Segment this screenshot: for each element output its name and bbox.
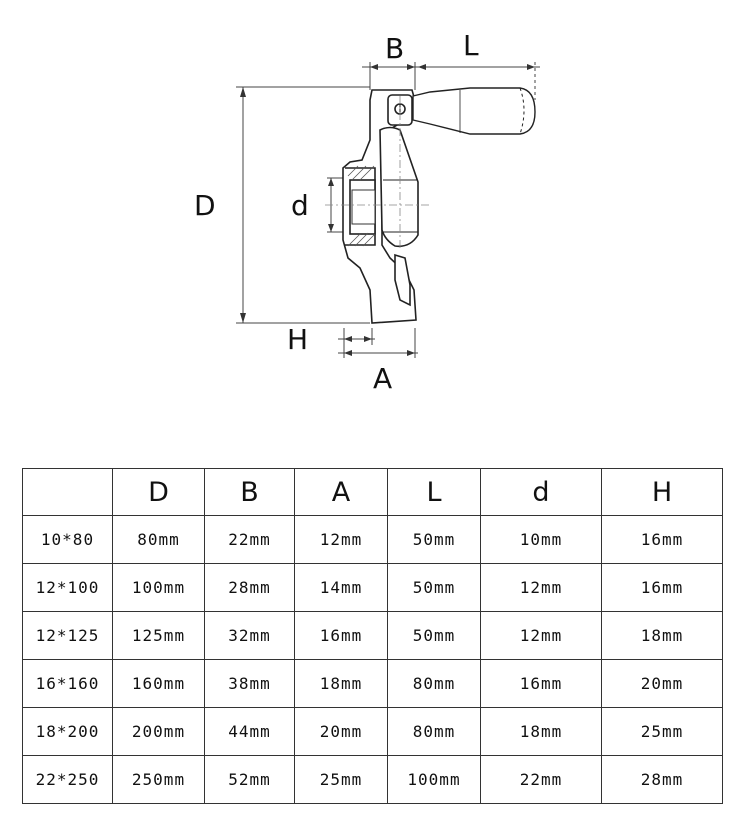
label-B: B	[385, 32, 405, 65]
table-row	[23, 660, 723, 708]
table-row	[23, 564, 723, 612]
table-cell: 100mm	[388, 756, 481, 804]
header-cell	[23, 469, 113, 516]
table-cell: 28mm	[205, 564, 295, 612]
table-cell: 18mm	[602, 612, 723, 660]
table-cell: 12*125	[23, 612, 113, 660]
table-row	[23, 756, 723, 804]
handwheel-body	[343, 90, 418, 323]
table-cell: 125mm	[113, 612, 205, 660]
table-header-row	[23, 469, 723, 516]
table-cell: 14mm	[295, 564, 388, 612]
table-cell: 250mm	[113, 756, 205, 804]
table-cell: 20mm	[602, 660, 723, 708]
table-row	[23, 516, 723, 564]
table-cell: 10*80	[23, 516, 113, 564]
table-cell: 12*100	[23, 564, 113, 612]
table-cell: 80mm	[388, 708, 481, 756]
table-cell: 80mm	[113, 516, 205, 564]
table-row	[23, 708, 723, 756]
table-cell: 50mm	[388, 564, 481, 612]
header-cell: B	[205, 469, 295, 516]
spec-table	[22, 468, 723, 804]
table-cell: 10mm	[481, 516, 602, 564]
table-cell: 80mm	[388, 660, 481, 708]
table-cell: 18mm	[481, 708, 602, 756]
label-L: L	[463, 29, 479, 62]
table-cell: 12mm	[481, 612, 602, 660]
table-cell: 44mm	[205, 708, 295, 756]
table-cell: 25mm	[602, 708, 723, 756]
table-cell: 20mm	[295, 708, 388, 756]
table-cell: 38mm	[205, 660, 295, 708]
table-cell: 12mm	[295, 516, 388, 564]
header-cell: D	[113, 469, 205, 516]
table-cell: 18mm	[295, 660, 388, 708]
label-A: A	[373, 362, 393, 395]
label-d: d	[291, 189, 309, 222]
table-cell: 100mm	[113, 564, 205, 612]
table-cell: 22mm	[205, 516, 295, 564]
table-cell: 50mm	[388, 516, 481, 564]
table-cell: 160mm	[113, 660, 205, 708]
label-H: H	[287, 323, 309, 356]
table-cell: 16mm	[295, 612, 388, 660]
table-row	[23, 612, 723, 660]
table-cell: 25mm	[295, 756, 388, 804]
table-cell: 52mm	[205, 756, 295, 804]
table-cell: 16mm	[481, 660, 602, 708]
revolving-handle	[413, 88, 535, 134]
table-cell: 16mm	[602, 564, 723, 612]
table-cell: 22mm	[481, 756, 602, 804]
table-cell: 16*160	[23, 660, 113, 708]
table-cell: 28mm	[602, 756, 723, 804]
header-cell: H	[602, 469, 723, 516]
header-cell: d	[481, 469, 602, 516]
table-cell: 32mm	[205, 612, 295, 660]
table-cell: 200mm	[113, 708, 205, 756]
table-cell: 22*250	[23, 756, 113, 804]
table-cell: 16mm	[602, 516, 723, 564]
header-cell: L	[388, 469, 481, 516]
table-cell: 50mm	[388, 612, 481, 660]
label-D: D	[194, 189, 216, 222]
table-cell: 12mm	[481, 564, 602, 612]
header-cell: A	[295, 469, 388, 516]
table-cell: 18*200	[23, 708, 113, 756]
